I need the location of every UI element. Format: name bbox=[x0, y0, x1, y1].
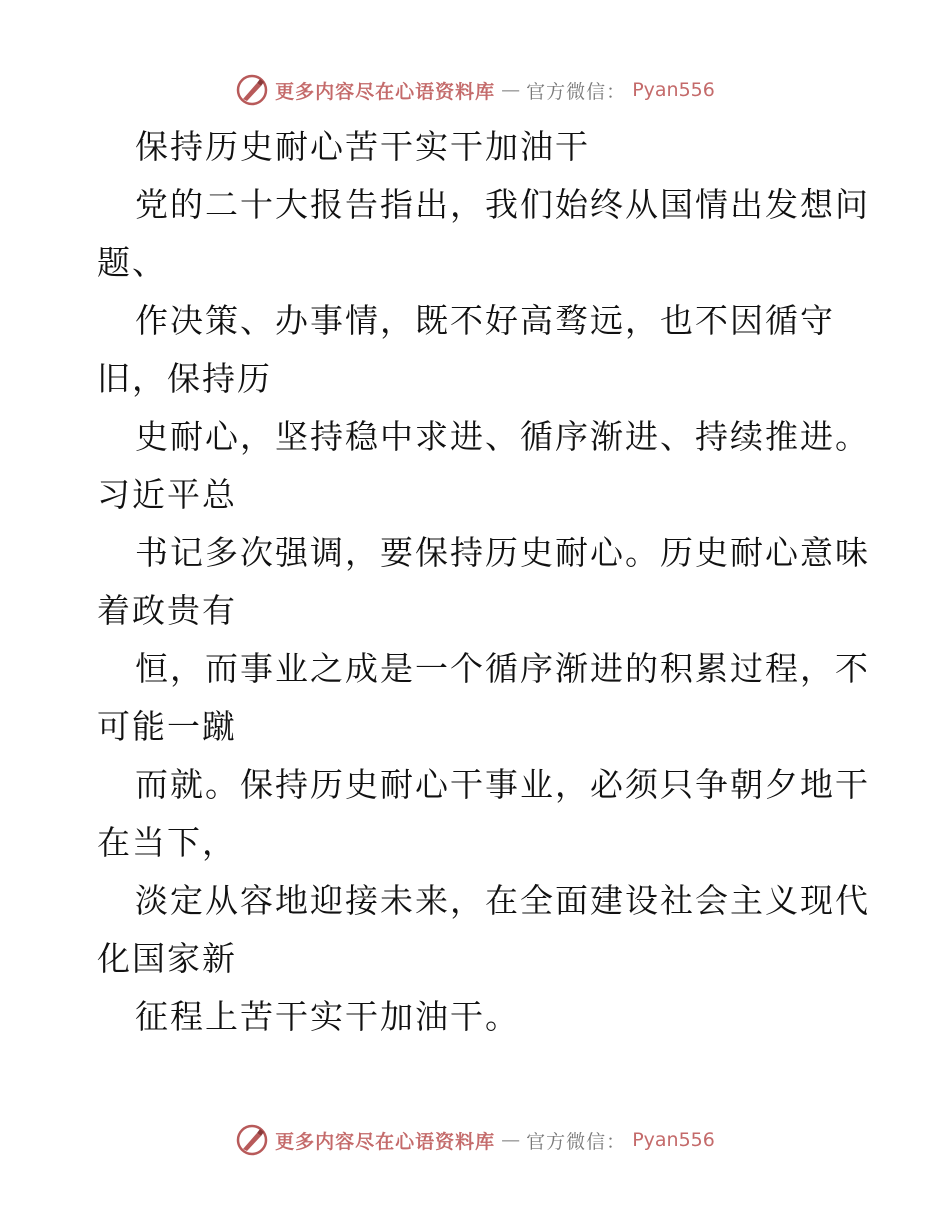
text-line: 着政贵有 bbox=[97, 591, 237, 630]
banner-wechat-id: Pyan556 bbox=[632, 79, 715, 101]
text-line: 习近平总 bbox=[97, 475, 237, 514]
text-line: 作决策、办事情，既不好高骛远，也不因循守 bbox=[135, 301, 835, 340]
banner-wechat-id: Pyan556 bbox=[632, 1129, 715, 1151]
text-line: 恒，而事业之成是一个循序渐进的积累过程，不 bbox=[135, 649, 870, 688]
banner-wechat-label: 官方微信： bbox=[526, 1130, 627, 1153]
banner-wechat-label: 官方微信： bbox=[526, 80, 627, 103]
title-line: 保持历史耐心苦干实干加油干 bbox=[135, 127, 590, 166]
banner-separator: — bbox=[501, 79, 521, 101]
banner-separator: — bbox=[501, 1129, 521, 1151]
pen-logo-icon bbox=[235, 1123, 269, 1157]
text-line: 书记多次强调，要保持历史耐心。历史耐心意味 bbox=[135, 533, 870, 572]
text-line: 征程上苦干实干加油干。 bbox=[135, 997, 520, 1036]
text-line: 题、 bbox=[97, 243, 167, 282]
text-line: 党的二十大报告指出，我们始终从国情出发想问 bbox=[135, 185, 870, 224]
header-banner bbox=[0, 70, 950, 110]
text-line: 史耐心，坚持稳中求进、循序渐进、持续推进。 bbox=[135, 417, 870, 456]
text-line: 化国家新 bbox=[97, 939, 237, 978]
text-line: 在当下， bbox=[97, 823, 237, 862]
banner-content bbox=[235, 1123, 715, 1157]
text-line: 可能一蹴 bbox=[97, 707, 237, 746]
banner-main-text: 更多内容尽在心语资料库 bbox=[275, 80, 496, 103]
banner-main-text: 更多内容尽在心语资料库 bbox=[275, 1130, 496, 1153]
footer-banner bbox=[0, 1120, 950, 1160]
banner-content bbox=[235, 73, 715, 107]
document-body bbox=[97, 118, 870, 1046]
pen-logo-icon bbox=[235, 73, 269, 107]
text-line: 淡定从容地迎接未来，在全面建设社会主义现代 bbox=[135, 881, 870, 920]
text-line: 而就。保持历史耐心干事业，必须只争朝夕地干 bbox=[135, 765, 870, 804]
text-line: 旧，保持历 bbox=[97, 359, 272, 398]
